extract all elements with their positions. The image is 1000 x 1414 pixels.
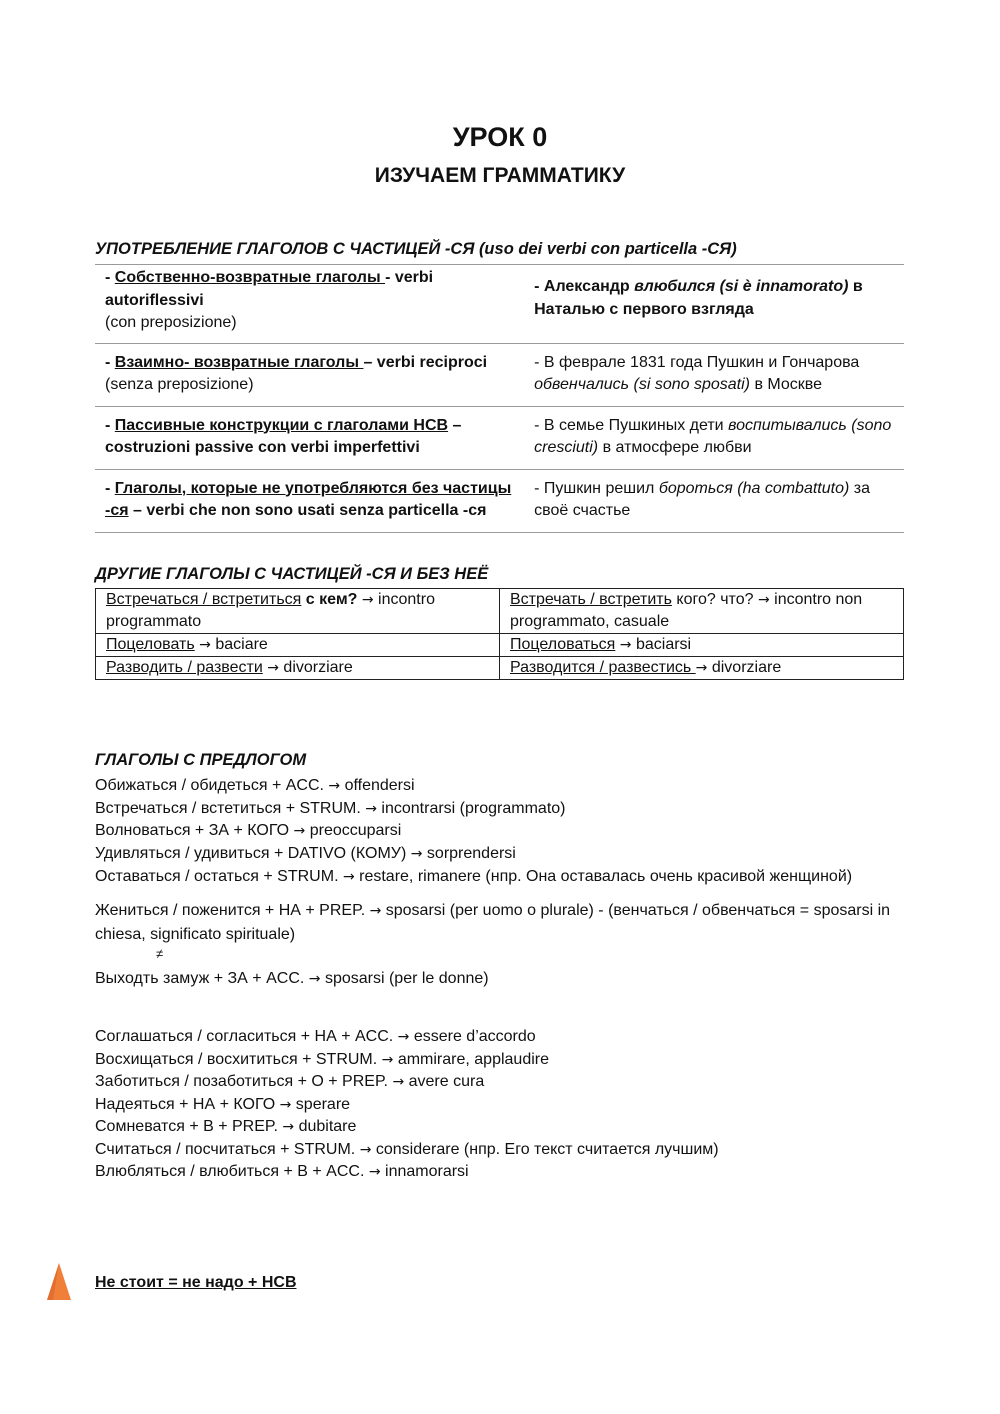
verb-translation: divorziare (707, 659, 782, 676)
table-cell (96, 657, 500, 680)
verb-translation: dubitare (294, 1118, 357, 1135)
arrow-icon: → (342, 869, 355, 885)
verb-translation: incontro non programmato, casuale (509, 591, 863, 630)
arrow-icon: → (361, 592, 374, 608)
table-row (95, 343, 904, 406)
arrow-icon: → (695, 660, 708, 676)
verb-construction: Обижаться / обидеться + ACC. (95, 777, 329, 794)
table-row (96, 634, 904, 657)
arrow-icon: → (397, 1029, 410, 1045)
table-row (96, 589, 904, 634)
arrow-icon: → (282, 1119, 295, 1135)
example-part: за своё счастье (534, 479, 870, 519)
verb-type-term: Глаголы, которые не употребляются без частицы -ся (105, 479, 512, 519)
table-row (95, 469, 904, 532)
example-verb: обвенчались (si sono sposati) (534, 376, 750, 393)
table-cell (95, 469, 524, 532)
list-item (95, 1026, 536, 1048)
page-title: УРОК 0 (452, 122, 548, 152)
table-cell (95, 343, 524, 406)
arrow-icon: → (359, 1142, 372, 1158)
verb-translation: baciarsi (631, 636, 692, 653)
verb-translation: ammirare, applaudire (393, 1051, 549, 1068)
other-verbs-table (95, 588, 904, 680)
row-prefix: - (105, 479, 115, 497)
verb-type-note: (senza preposizione) (105, 376, 254, 393)
verb-pair: Разводится / развестись (509, 659, 696, 676)
example-part: в Москве (750, 376, 823, 393)
verb-type-translation: - verbi autoriflessivi (105, 269, 434, 309)
example-part: в атмосфере любви (598, 439, 752, 456)
verb-translation: sorprendersi (422, 845, 516, 862)
verb-construction: Считаться / посчитаться + STRUM. (95, 1141, 360, 1158)
arrow-icon: → (328, 778, 341, 794)
list-item (95, 843, 516, 865)
verb-translation: sposarsi (per le donne) (320, 970, 489, 987)
list-item (95, 1139, 719, 1161)
table-cell (95, 265, 524, 344)
verb-translation: sperare (291, 1096, 351, 1113)
list-item (95, 1071, 484, 1093)
list-item (95, 820, 401, 842)
section-heading-other-verbs: ДРУГИЕ ГЛАГОЛЫ С ЧАСТИЦЕЙ -СЯ И БЕЗ НЕЁ (95, 565, 489, 583)
verb-translation: divorziare (278, 659, 353, 676)
verb-construction: Влюбляться / влюбиться + В + ACC. (95, 1163, 369, 1180)
verb-translation: incontrarsi (programmato) (376, 800, 566, 817)
verb-question: кого? что? (671, 591, 758, 608)
table-row (95, 406, 904, 469)
arrow-icon: → (199, 637, 211, 653)
example-part: в Наталью с первого взгляда (534, 278, 863, 318)
table-cell (499, 589, 903, 634)
verb-translation: incontro programmato (106, 591, 435, 630)
verb-construction: Волноваться + ЗА + КОГО (95, 822, 294, 839)
verb-question: с кем? (301, 591, 358, 608)
verb-translation: preoccuparsi (305, 822, 402, 839)
verb-construction: Встречаться / встетиться + STRUM. (95, 800, 366, 817)
arrow-icon: → (365, 801, 377, 817)
arrow-icon: → (381, 1052, 394, 1068)
row-prefix: - (105, 269, 115, 286)
verb-type-translation: – verbi che non sono usati senza particella -ся (128, 502, 487, 519)
table-row (96, 657, 904, 680)
verb-type-translation: – costruzioni passive con verbi imperfettivi (105, 416, 462, 456)
verb-construction: Заботиться / позаботиться + О + PREP. (95, 1073, 393, 1090)
verb-translation: innamorarsi (380, 1163, 469, 1180)
arrow-icon: → (279, 1097, 292, 1113)
example-part: - В семье Пушкиных дети (534, 416, 729, 434)
particle-verbs-table (95, 264, 904, 533)
verb-construction: Сомневатся + В + PREP. (95, 1118, 283, 1135)
list-item (95, 1116, 356, 1138)
list-item (95, 899, 895, 946)
verb-construction: Восхищаться / восхититься + STRUM. (95, 1051, 382, 1068)
example-part: - Александр (534, 278, 635, 295)
table-cell (499, 634, 903, 657)
arrow-icon: → (392, 1074, 405, 1090)
example-verb: влюбился (si è innamorato) (634, 278, 849, 295)
example-part: - В феврале 1831 года Пушкин и Гончарова (534, 353, 860, 371)
section-heading-prepositional-verbs: ГЛАГОЛЫ С ПРЕДЛОГОМ (95, 751, 307, 769)
list-item (95, 1161, 469, 1183)
table-cell (95, 406, 524, 469)
verb-translation: avere cura (404, 1073, 485, 1090)
arrow-icon: → (308, 971, 321, 987)
cone-icon (45, 1262, 73, 1302)
verb-type-term: Пассивные конструкции с глаголами НСВ (114, 416, 449, 434)
verb-translation: considerare (нпр. Его текст считается лучшим) (371, 1141, 719, 1158)
verb-translation: sposarsi (per uomo o plurale) - (венчаться / обвенчаться = sposarsi in chiesa, significato spirituale) (95, 902, 891, 943)
verb-pair: Встречать / встретить (509, 591, 672, 608)
verb-type-term: Взаимно- возвратные глаголы (114, 353, 364, 371)
list-item (95, 798, 565, 820)
verb-construction: Соглашаться / согласиться + НА + ACC. (95, 1028, 398, 1045)
verb-pair: Поцеловаться (509, 636, 616, 653)
verb-type-translation: – verbi reciproci (363, 353, 488, 371)
verb-type-term: Собственно-возвратные глаголы (114, 269, 386, 286)
list-item (95, 866, 852, 888)
example-verb: бороться (ha combattuto) (658, 479, 850, 497)
verb-translation: restare, rimanere (нпр. Она оставалась очень красивой женщиной) (354, 868, 853, 885)
example-part: - Пушкин решил (534, 479, 659, 497)
table-cell (524, 265, 904, 344)
table-cell (96, 634, 500, 657)
list-item (95, 1094, 350, 1116)
row-prefix: - (105, 416, 115, 434)
verb-construction: Жениться / поженится + НА + PREP. (95, 902, 370, 919)
row-prefix: - (105, 353, 115, 371)
verb-construction: Надеяться + НА + КОГО (95, 1096, 280, 1113)
arrow-icon: → (619, 637, 632, 653)
list-item (95, 775, 415, 797)
not-equal-sign: ≠ (156, 946, 164, 961)
table-cell (96, 589, 500, 634)
table-cell (524, 343, 904, 406)
arrow-icon: → (368, 1164, 381, 1180)
verb-translation: offendersi (340, 777, 415, 794)
list-item (95, 1049, 549, 1071)
arrow-icon: → (267, 660, 279, 676)
arrow-icon: → (369, 903, 382, 919)
verb-pair: Поцеловать (106, 636, 195, 653)
table-cell (524, 469, 904, 532)
table-row (95, 265, 904, 344)
arrow-icon: → (293, 823, 306, 839)
verb-translation: baciare (210, 636, 268, 653)
list-item (95, 968, 489, 990)
arrow-icon: → (757, 592, 770, 608)
section-heading-particle-verbs: УПОТРЕБЛЕНИЕ ГЛАГОЛОВ С ЧАСТИЦЕЙ -СЯ (uso dei verbi con particella -СЯ) (95, 240, 737, 258)
arrow-icon: → (410, 846, 423, 862)
verb-construction: Выходть замуж + ЗА + ACC. (95, 970, 309, 987)
verb-construction: Удивляться / удивиться + DATIVO (КОМУ) (95, 845, 411, 862)
verb-type-note: (con preposizione) (105, 314, 237, 331)
verb-pair: Разводить / развести (106, 659, 263, 676)
verb-construction: Оставаться / остаться + STRUM. (95, 868, 343, 885)
page-subtitle: ИЗУЧАЕМ ГРАММАТИКУ (374, 164, 626, 187)
table-cell (524, 406, 904, 469)
example-verb: воспитывались (sono cresciuti) (534, 416, 892, 456)
footer-note: Не стоит = не надо + НСВ (95, 1274, 297, 1291)
verb-translation: essere d’accordo (409, 1028, 536, 1045)
verb-pair: Встречаться / встретиться (106, 591, 302, 608)
table-cell (499, 657, 903, 680)
